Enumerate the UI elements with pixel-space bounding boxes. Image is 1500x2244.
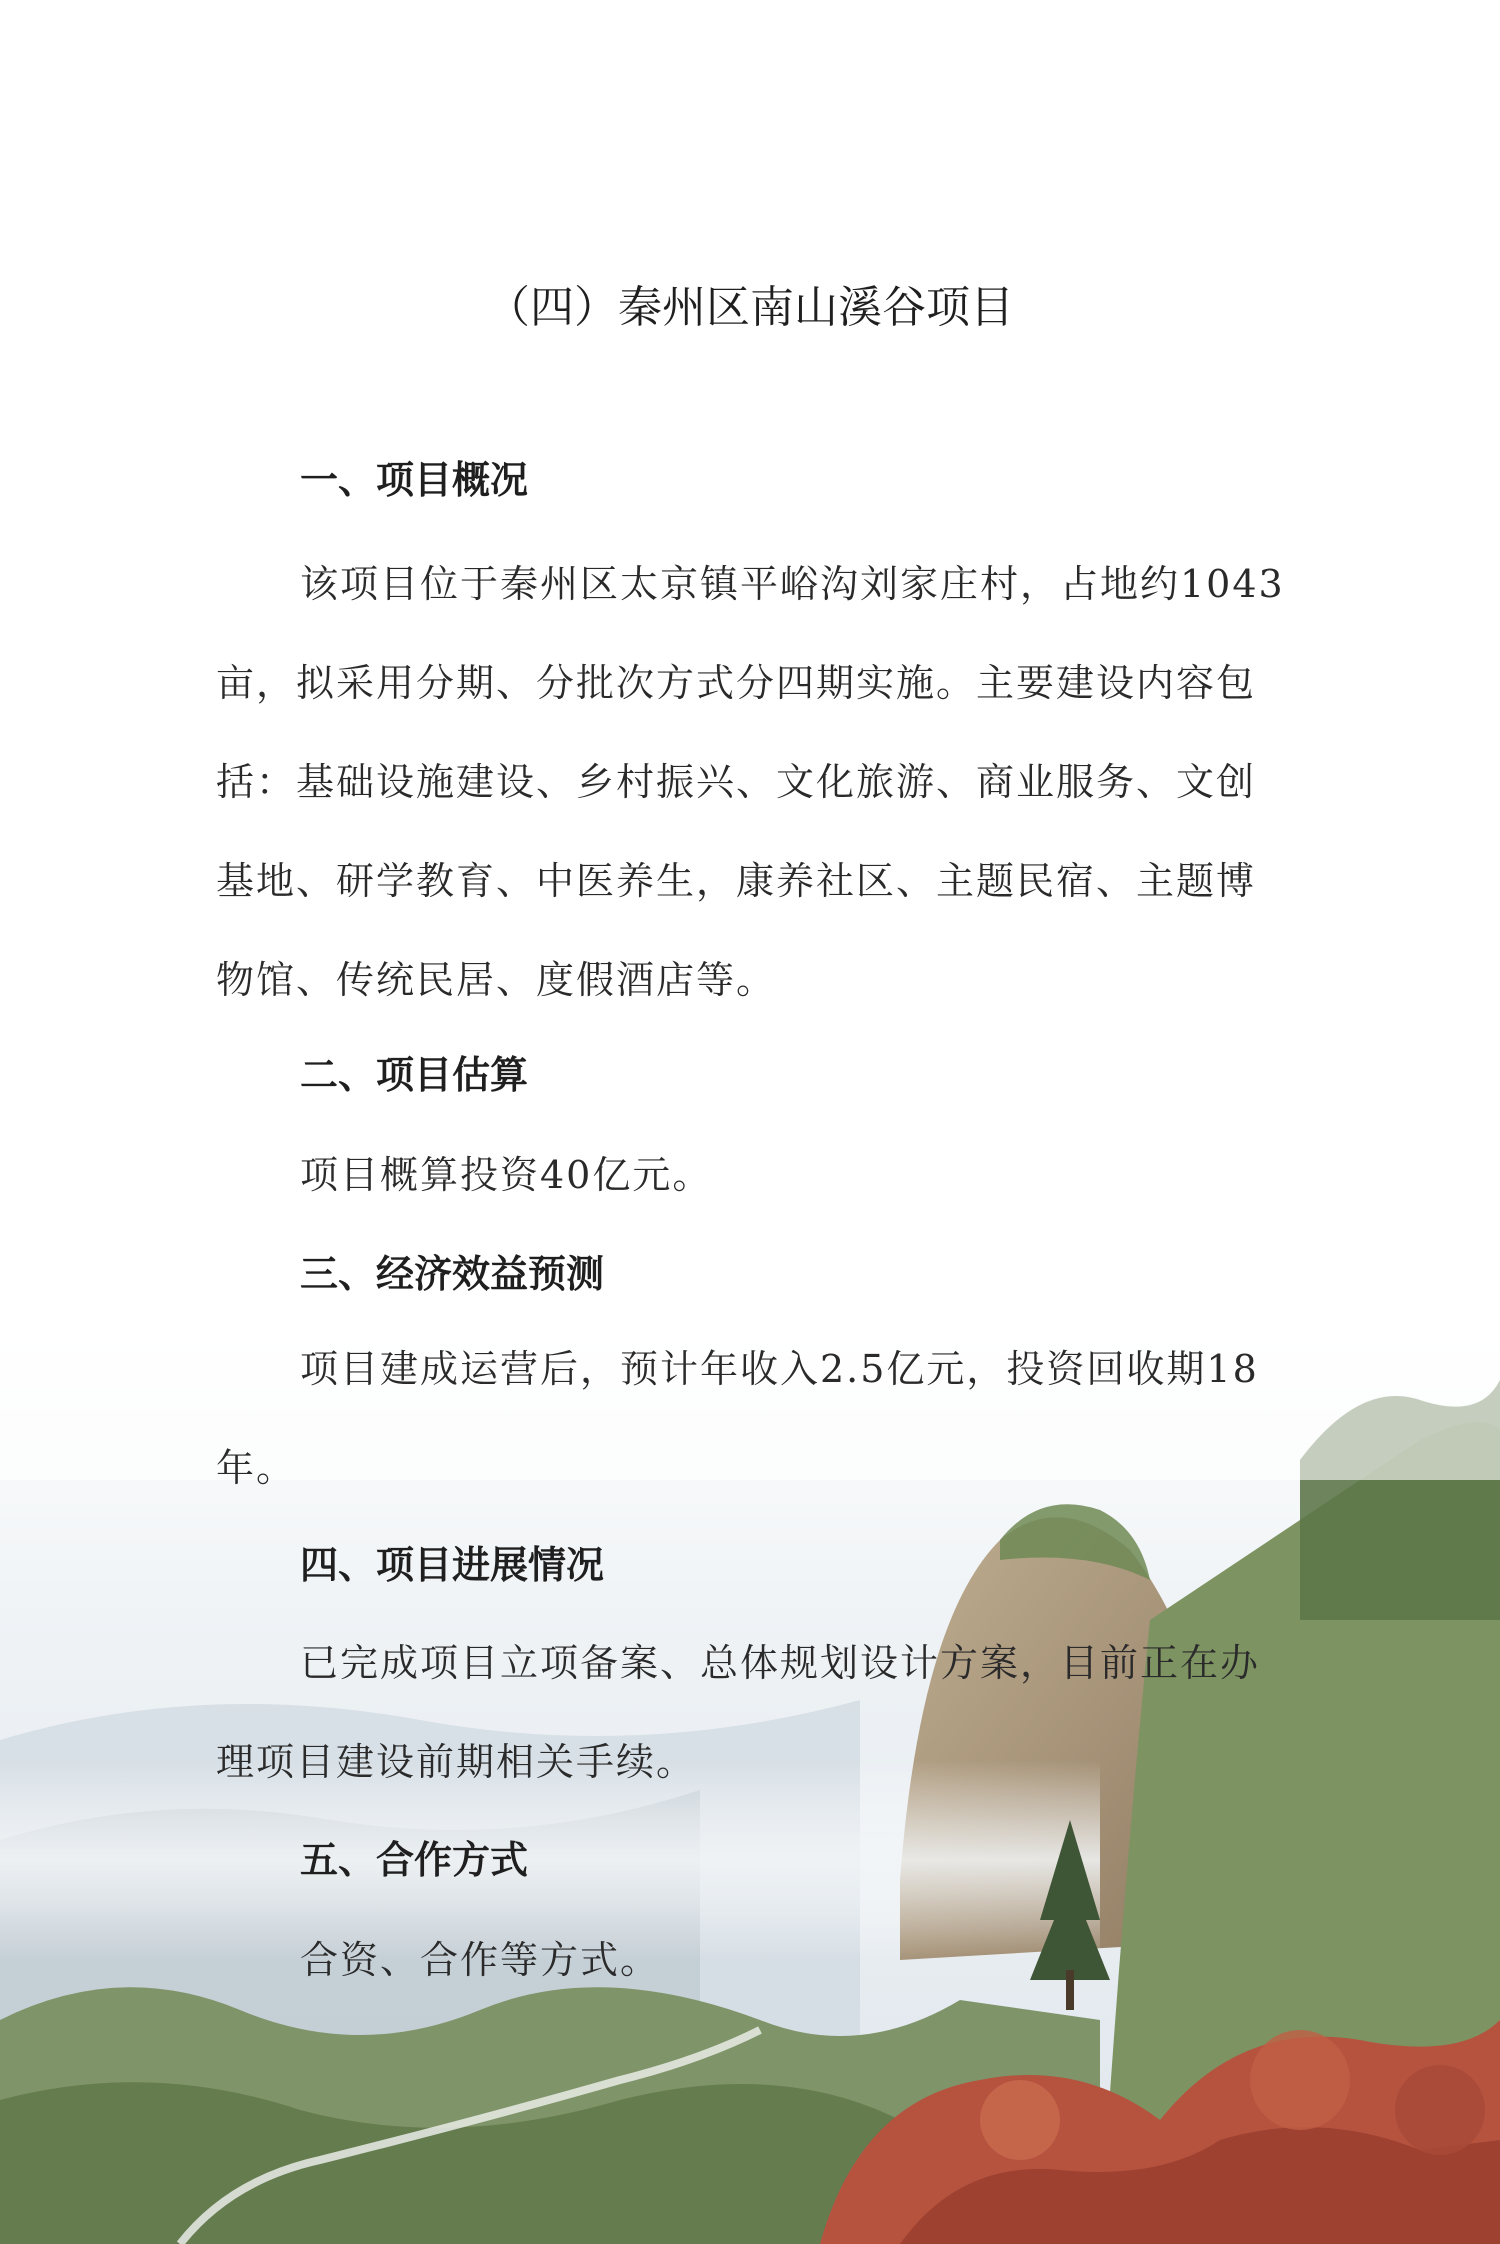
section-paragraph-overview: 该项目位于秦州区太京镇平峪沟刘家庄村，占地约1043亩，拟采用分期、分批次方式分四期实施。主要建设内容包括：基础设施建设、乡村振兴、文化旅游、商业服务、文创基地、研学教育、中医养生，康养社区、主题民宿、主题博物馆、传统民居、度假酒店等。 — [216, 562, 1285, 1002]
section-heading-cooperation: 五、合作方式 — [300, 1838, 529, 1882]
section-paragraph-estimate: 项目概算投资40亿元。 — [300, 1153, 713, 1197]
page-title: （四）秦州区南山溪谷项目 — [486, 282, 1014, 333]
section-heading-benefit: 三、经济效益预测 — [300, 1252, 605, 1296]
section-paragraph-benefit: 项目建成运营后，预计年收入2.5亿元，投资回收期18年。 — [216, 1347, 1259, 1490]
section-paragraph-progress: 已完成项目立项备案、总体规划设计方案，目前正在办理项目建设前期相关手续。 — [216, 1641, 1261, 1784]
section-paragraph-cooperation: 合资、合作等方式。 — [300, 1938, 661, 1982]
section-heading-overview: 一、项目概况 — [300, 458, 529, 502]
section-heading-progress: 四、项目进展情况 — [300, 1543, 605, 1587]
section-heading-estimate: 二、项目估算 — [300, 1053, 529, 1097]
